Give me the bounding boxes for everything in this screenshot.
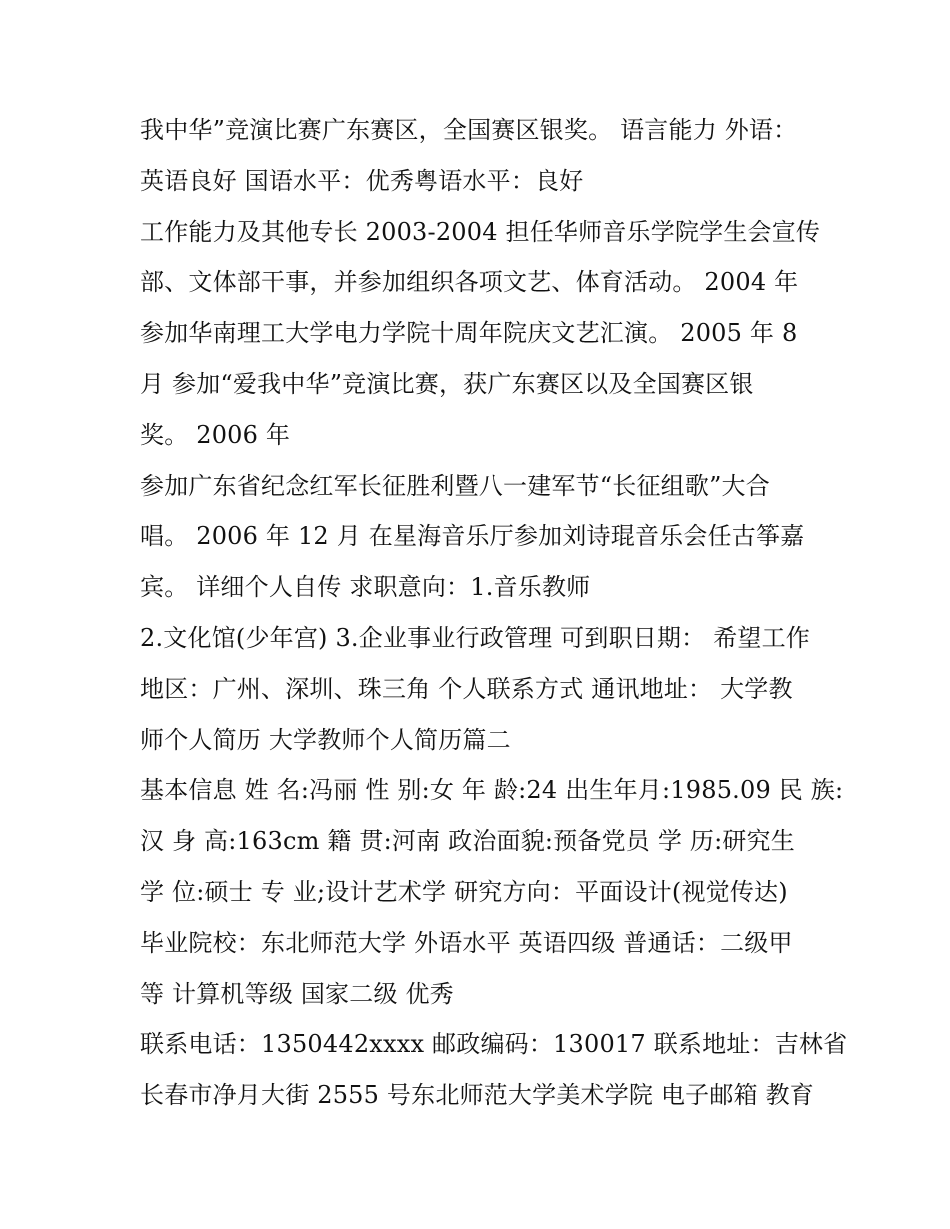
text-line-11: 2.文化馆(少年宫) 3.企业事业行政管理 可到职日期： 希望工作	[140, 623, 811, 652]
text-line-18: 等 计算机等级 国家二级 优秀	[140, 979, 454, 1008]
text-line-12: 地区：广州、深圳、珠三角 个人联系方式 通讯地址： 大学教	[140, 674, 793, 703]
text-line-15: 汉 身 高:163cm 籍 贯:河南 政治面貌:预备党员 学 历:研究生	[140, 827, 795, 856]
text-line-17: 毕业院校：东北师范大学 外语水平 英语四级 普通话：二级甲	[140, 928, 793, 957]
text-line-2: 英语良好 国语水平：优秀粤语水平：良好	[140, 166, 584, 195]
text-line-14: 基本信息 姓 名:冯丽 性 别:女 年 龄:24 出生年月:1985.09 民 族:	[140, 776, 844, 805]
text-line-8: 参加广东省纪念红军长征胜利暨八一建军节“长征组歌”大合	[140, 471, 770, 500]
text-line-4: 部、文体部干事，并参加组织各项文艺、体育活动。 2004 年	[140, 268, 799, 297]
text-line-16: 学 位:硕士 专 业;设计艺术学 研究方向：平面设计(视觉传达)	[140, 877, 788, 906]
resume-text-block	[140, 105, 848, 1121]
text-line-1: 我中华”竞演比赛广东赛区，全国赛区银奖。 语言能力 外语：	[140, 116, 798, 144]
text-line-20: 长春市净月大街 2555 号东北师范大学美术学院 电子邮箱 教育	[140, 1081, 814, 1110]
text-line-6: 月 参加“爱我中华”竞演比赛，获广东赛区以及全国赛区银	[140, 369, 754, 398]
text-line-10: 宾。 详细个人自传 求职意向：1.音乐教师	[140, 573, 591, 602]
text-line-3: 工作能力及其他专长 2003-2004 担任华师音乐学院学生会宣传	[140, 217, 821, 246]
text-line-9: 唱。 2006 年 12 月 在星海音乐厅参加刘诗琨音乐会任古筝嘉	[140, 522, 805, 551]
text-line-7: 奖。 2006 年	[140, 420, 291, 449]
text-line-13: 师个人简历 大学教师个人简历篇二	[140, 725, 511, 754]
text-line-5: 参加华南理工大学电力学院十周年院庆文艺汇演。 2005 年 8	[140, 319, 798, 348]
text-line-19: 联系电话：1350442xxxx 邮政编码：130017 联系地址：吉林省	[140, 1030, 848, 1059]
